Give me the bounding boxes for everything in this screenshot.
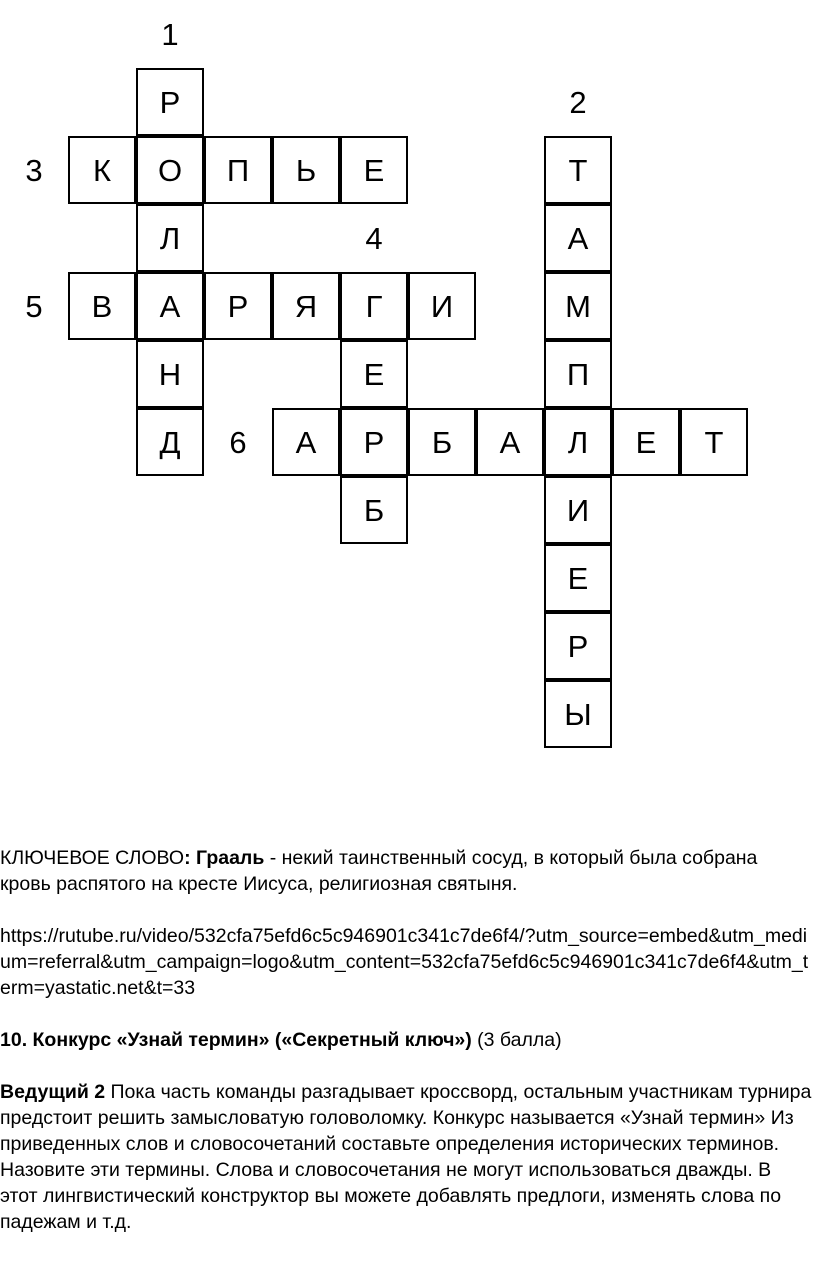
crossword-cell: П bbox=[544, 340, 612, 408]
crossword-cell: Т bbox=[544, 136, 612, 204]
crossword-cell: Б bbox=[340, 476, 408, 544]
crossword-cell: В bbox=[68, 272, 136, 340]
keyword-word: Грааль bbox=[196, 847, 265, 869]
clue-number: 2 bbox=[569, 84, 587, 120]
clue-number: 6 bbox=[229, 424, 247, 460]
crossword-cell: А bbox=[136, 272, 204, 340]
crossword-cell: Б bbox=[408, 408, 476, 476]
crossword-cell: Е bbox=[544, 544, 612, 612]
crossword-cell: А bbox=[476, 408, 544, 476]
document-text bbox=[0, 845, 812, 1261]
keyword-label: КЛЮЧЕВОЕ СЛОВО bbox=[0, 847, 185, 869]
crossword-cell: Р bbox=[136, 68, 204, 136]
keyword-paragraph bbox=[0, 845, 812, 897]
video-link[interactable]: https://rutube.ru/video/532cfa75efd6c5c946901c341c7de6f4/?utm_source=embed&utm_medium=referral&utm_campaign=logo&utm_content=532cfa75efd6c5c946901c341c7de6f4&utm_term=yastatic.net&t=33 bbox=[0, 925, 809, 999]
crossword-cell: Е bbox=[340, 136, 408, 204]
crossword-cell: П bbox=[204, 136, 272, 204]
crossword-cell: Л bbox=[136, 204, 204, 272]
contest-heading bbox=[0, 1027, 812, 1053]
crossword-cell: К bbox=[68, 136, 136, 204]
crossword-cell: Ы bbox=[544, 680, 612, 748]
host-label: Ведущий 2 bbox=[0, 1081, 106, 1103]
crossword-cell: И bbox=[408, 272, 476, 340]
crossword-cell: Е bbox=[612, 408, 680, 476]
crossword-cell: Ь bbox=[272, 136, 340, 204]
crossword-cell: Т bbox=[680, 408, 748, 476]
crossword-cell: Г bbox=[340, 272, 408, 340]
crossword-cell: А bbox=[272, 408, 340, 476]
clue-number: 1 bbox=[161, 16, 179, 52]
crossword-cell: Д bbox=[136, 408, 204, 476]
crossword-cell: Р bbox=[544, 612, 612, 680]
keyword-colon: : bbox=[184, 847, 191, 869]
host-paragraph bbox=[0, 1079, 812, 1235]
clue-number: 3 bbox=[25, 152, 43, 188]
host-text: Пока часть команды разгадывает кроссворд, остальным участникам турнира предстоит решить замысловатую головоломку. Конкурс называется «Узнай термин» Из приведенных слов и словосочетаний составьте определения исторических терминов. Назовите эти термины. Слова и словосочетания не могут использоваться дважды. В этот лингвистический конструктор вы можете добавлять предлоги, изменять слова по падежам и т.д. bbox=[0, 1081, 812, 1233]
crossword-cell: Н bbox=[136, 340, 204, 408]
clue-number: 4 bbox=[365, 220, 383, 256]
contest-points: (3 балла) bbox=[471, 1029, 562, 1051]
crossword-cell: А bbox=[544, 204, 612, 272]
crossword-cell: Л bbox=[544, 408, 612, 476]
crossword-cell: М bbox=[544, 272, 612, 340]
crossword-cell: О bbox=[136, 136, 204, 204]
clue-number: 5 bbox=[25, 288, 43, 324]
contest-title: 10. Конкурс «Узнай термин» («Секретный ключ») bbox=[0, 1029, 472, 1051]
crossword-cell: Я bbox=[272, 272, 340, 340]
keyword-definition: - некий таинственный сосуд, в который была собрана кровь распятого на кресте Иисуса, религиозная святыня. bbox=[0, 847, 758, 895]
crossword-cell: Р bbox=[204, 272, 272, 340]
crossword-cell: Р bbox=[340, 408, 408, 476]
crossword-cell: И bbox=[544, 476, 612, 544]
crossword-cell: Е bbox=[340, 340, 408, 408]
